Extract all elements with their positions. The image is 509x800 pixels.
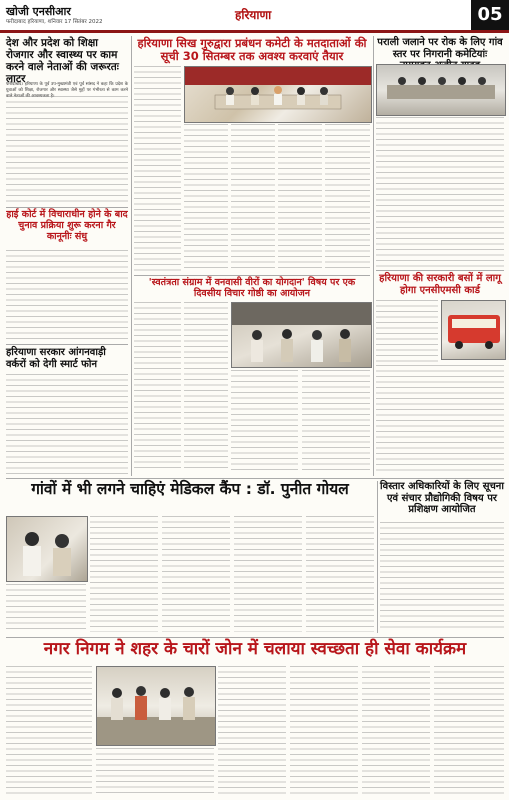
article-8-body-col5: [306, 516, 374, 632]
article-6-body-col4: [302, 370, 370, 472]
masthead: [0, 0, 509, 30]
column-divider: [377, 481, 378, 633]
article-7-body-col2: [376, 365, 504, 472]
article-8-body-col4: [234, 516, 302, 632]
article-4-body-col4: [278, 124, 322, 272]
article-9-body: [380, 522, 504, 632]
article-6-body-col1: [134, 302, 181, 472]
article-10-body-col3: [218, 666, 286, 794]
article-6-body-col3: [231, 370, 298, 472]
article-8-body-col2: [90, 516, 158, 632]
headline-article-3: हरियाणा सरकार आंगनवाड़ी वर्करों को देगी स्मार्ट फोन: [6, 347, 106, 370]
article-1-intro: फरीदाबाद। हरियाणा के पूर्व उप-मुख्यमंत्री एवं पूर्व सांसद ने कहा कि प्रदेश के युवाओं को शिक्षा, रोजगार और स्वास्थ्य जैसे मुद्दों पर गंभीरता से काम करने वाले नेताओं की आवश्यकता है।: [6, 82, 128, 100]
article-2-body: [6, 250, 128, 340]
article-4-body-col1: [134, 66, 181, 272]
headline-article-6: 'स्वतंत्रता संग्राम में वनवासी वीरों का योगदान' विषय पर एक दिवसीय विचार गोष्ठी का आयोजन: [148, 277, 356, 299]
article-6-body-col2: [184, 302, 228, 472]
article-3-body: [6, 374, 128, 474]
article-10-body-col5: [362, 666, 430, 794]
brand-name: खोजी एनसीआर: [6, 5, 71, 18]
section-divider: [6, 637, 504, 638]
headline-article-7: हरियाणा की सरकारी बसों में लागू होगा एनसीएमसी कार्ड: [379, 273, 501, 296]
cleanliness-drive-photo: [96, 666, 216, 746]
divider: [134, 275, 370, 276]
article-8-body-col3: [162, 516, 230, 632]
article-10-body-col1: [6, 666, 92, 794]
divider: [6, 207, 128, 208]
article-4-body-col3: [231, 124, 275, 272]
article-8-body-col1: [6, 584, 86, 632]
headline-article-9: विस्तार अधिकारियों के लिए सूचना एवं संचार प्रौद्योगिकी विषय पर प्रशिक्षण आयोजित: [380, 481, 504, 515]
section-category: हरियाणा: [235, 8, 272, 22]
article-7-body-col1: [376, 300, 438, 362]
article-4-body-col2: [184, 124, 228, 272]
masthead-rule: [0, 30, 509, 33]
article-4-body-col5: [325, 124, 370, 272]
headline-article-1: देश और प्रदेश को शिक्षा रोजगार और स्वास्थ्य पर काम करने वाले नेताओं की जरूरतः लाटर: [6, 37, 119, 86]
column-divider: [373, 36, 374, 476]
headline-article-8: गांवों में भी लगने चाहिएं मेडिकल कैंप : डॉ. पुनीत गोयल: [31, 480, 349, 498]
medical-camp-photo: [6, 516, 88, 582]
divider: [6, 344, 128, 345]
column-divider: [131, 36, 132, 476]
meeting-photo: [184, 66, 372, 123]
divider: [376, 270, 504, 271]
section-divider: [6, 478, 504, 479]
article-10-body-col2: [96, 748, 214, 794]
headline-article-2: हाई कोर्ट में विचाराधीन होने के बाद चुनाव प्रक्रिया शुरू करना गैर कानूनीः संधु: [6, 209, 128, 242]
article-10-body-col6: [434, 666, 504, 794]
bus-photo: [441, 300, 506, 360]
article-1-body: [6, 96, 128, 204]
page-number: 05: [471, 0, 509, 30]
crop-committee-photo: [376, 64, 506, 116]
headline-article-10: नगर निगम ने शहर के चारों जोन में चलाया स्वच्छता ही सेवा कार्यक्रम: [43, 639, 467, 659]
article-5-body: [376, 117, 504, 267]
headline-article-5: पराली जलाने पर रोक के लिए गांव स्तर पर निगरानी कमेटियांः: [377, 37, 503, 60]
date-line: फरीदाबाद हरियाणा, शनिवार 17 सितंबर 2022: [6, 19, 103, 25]
headline-article-4: हरियाणा सिख गुरुद्वारा प्रबंधन कमेटी के मतदाताओं की सूची 30 सितम्बर तक अवश्य करवाएं तैयार: [137, 36, 367, 64]
article-10-body-col4: [290, 666, 358, 794]
seminar-photo: [231, 302, 372, 368]
